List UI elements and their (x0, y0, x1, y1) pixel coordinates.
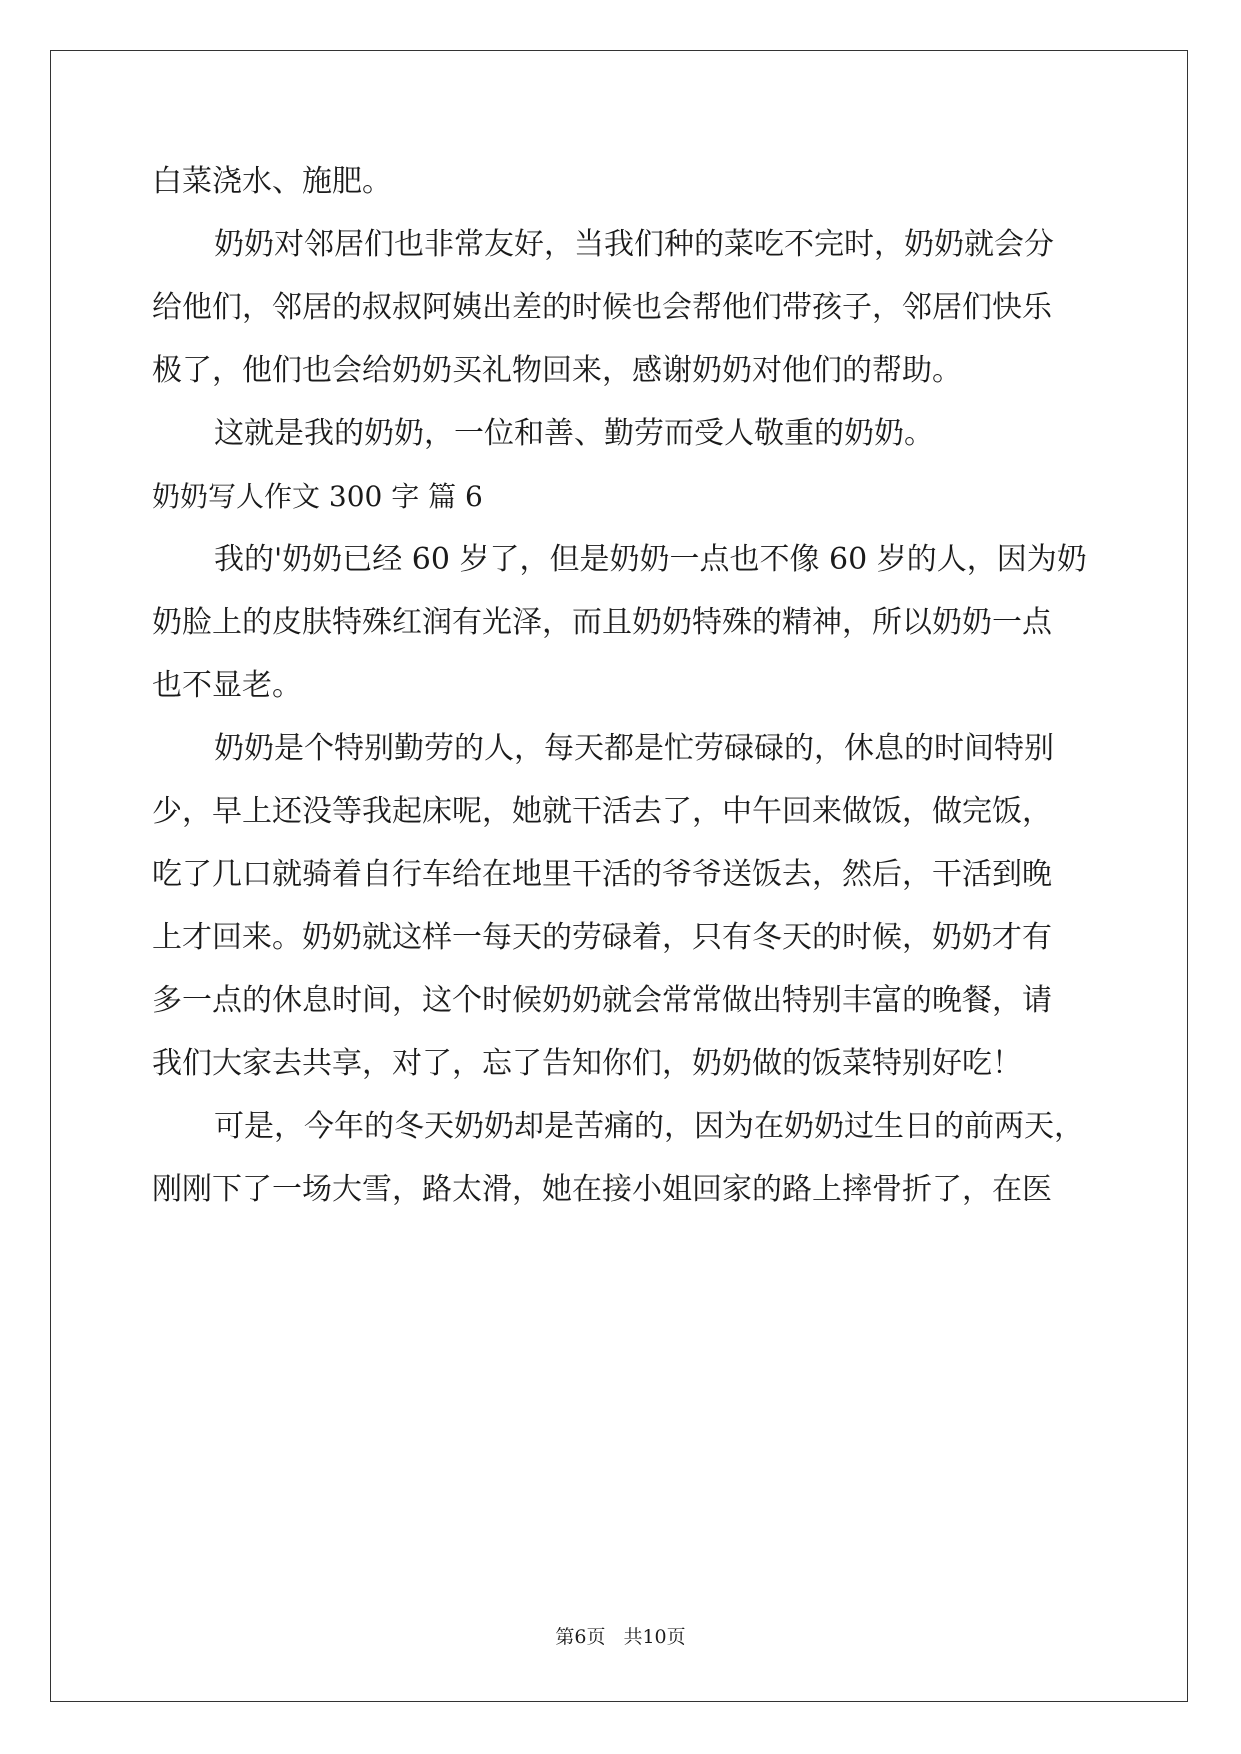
text-line: 刚刚下了一场大雪，路太滑，她在接小姐回家的路上摔骨折了，在医 (152, 1172, 1052, 1207)
paragraph-first-line: 这就是我的奶奶，一位和善、勤劳而受人敬重的奶奶。 (214, 416, 934, 451)
paragraph-first-line: 我的'奶奶已经 60 岁了，但是奶奶一点也不像 60 岁的人，因为奶 (214, 542, 1087, 577)
current-page-number: 第6页 (555, 1626, 606, 1648)
paragraph-first-line: 奶奶是个特别勤劳的人，每天都是忙劳碌碌的，休息的时间特别 (214, 731, 1054, 766)
document-body (152, 150, 1092, 1221)
section-heading: 奶奶写人作文 300 字 篇 6 (152, 480, 483, 513)
paragraph-first-line: 奶奶对邻居们也非常友好，当我们种的菜吃不完时，奶奶就会分 (214, 227, 1054, 262)
page-footer (0, 1625, 1241, 1649)
text-line: 我们大家去共享，对了，忘了告知你们，奶奶做的饭菜特别好吃！ (152, 1046, 1022, 1081)
total-page-count: 共10页 (623, 1626, 686, 1648)
text-line: 上才回来。奶奶就这样一每天的劳碌着，只有冬天的时候，奶奶才有 (152, 920, 1052, 955)
text-line: 奶脸上的皮肤特殊红润有光泽，而且奶奶特殊的精神，所以奶奶一点 (152, 605, 1052, 640)
text-line: 少，早上还没等我起床呢，她就干活去了，中午回来做饭，做完饭， (152, 794, 1052, 829)
text-line: 也不显老。 (152, 668, 302, 703)
text-line: 白菜浇水、施肥。 (152, 164, 392, 199)
paragraph-first-line: 可是，今年的冬天奶奶却是苦痛的，因为在奶奶过生日的前两天， (214, 1109, 1084, 1144)
text-line: 给他们，邻居的叔叔阿姨出差的时候也会帮他们带孩子，邻居们快乐 (152, 290, 1052, 325)
text-line: 极了，他们也会给奶奶买礼物回来，感谢奶奶对他们的帮助。 (152, 353, 962, 388)
text-line: 多一点的休息时间，这个时候奶奶就会常常做出特别丰富的晚餐，请 (152, 983, 1052, 1018)
text-line: 吃了几口就骑着自行车给在地里干活的爷爷送饭去，然后，干活到晚 (152, 857, 1052, 892)
